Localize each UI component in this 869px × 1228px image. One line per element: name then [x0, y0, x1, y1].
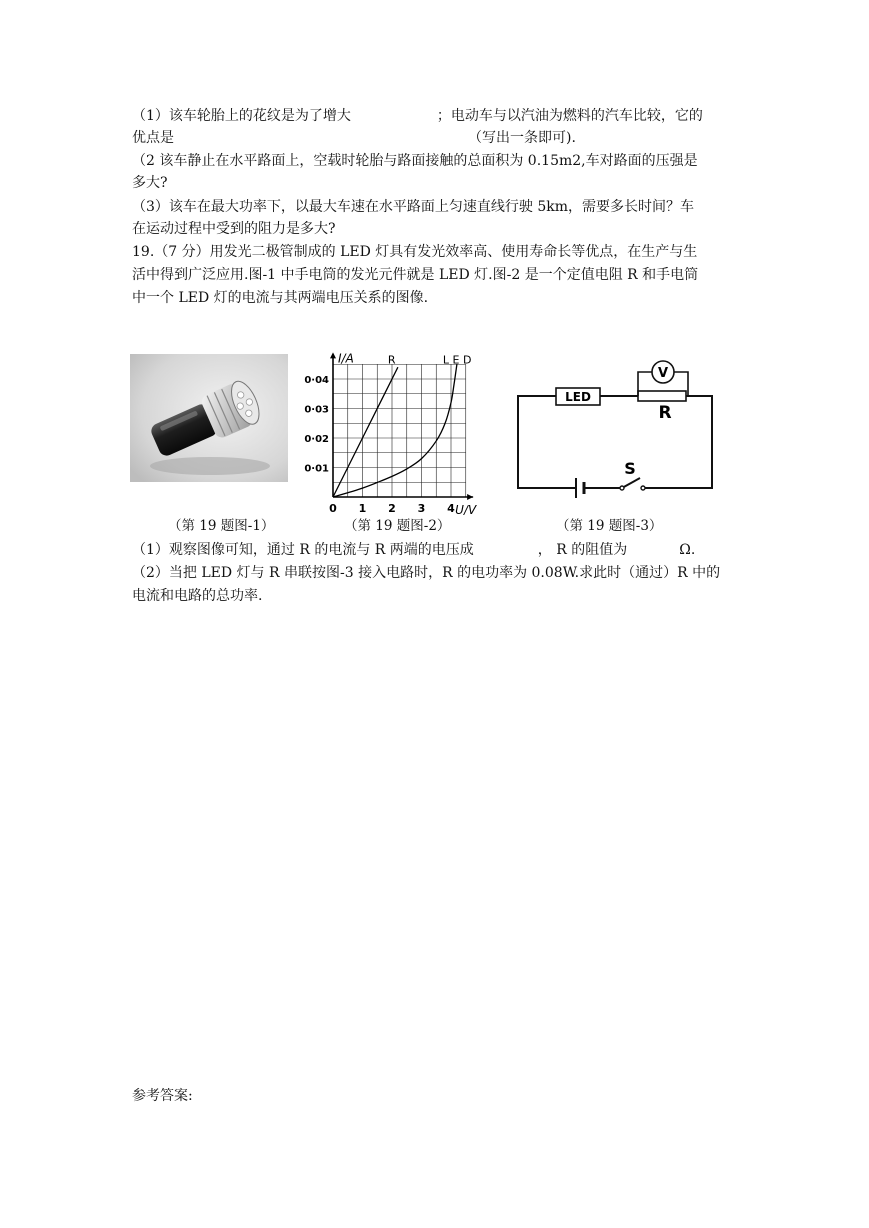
- q19-sub2-line1: （2）当把 LED 灯与 R 串联按图-3 接入电路时，R 的电功率为 0.08W.求此时（通过）R 中的: [132, 565, 721, 581]
- iu-chart: [300, 335, 505, 515]
- caption-fig1: （第 19 题图-1）: [168, 518, 275, 534]
- y-tick-label: 0·03: [304, 404, 329, 416]
- series-label-led: L E D: [442, 353, 472, 367]
- flashlight-photo: [130, 354, 288, 482]
- switch-lever: [622, 478, 640, 488]
- y-tick-label: 0·02: [304, 434, 329, 445]
- x-tick-label: 4: [447, 502, 455, 515]
- q1-text-a: （1）该车轮胎上的花纹是为了增大: [132, 108, 351, 124]
- q1-text-d: （写出一条即可).: [468, 130, 576, 146]
- x-tick-label: 3: [417, 502, 426, 515]
- x-tick-label: 2: [388, 502, 396, 515]
- circuit-wire-right: [643, 396, 712, 488]
- led-label: LED: [565, 390, 591, 404]
- q19-line2: 活中得到广泛应用.图-1 中手电筒的发光元件就是 LED 灯.图-2 是一个定值电阻 R 和手电筒: [132, 267, 699, 283]
- y-axis-arrow: [330, 352, 336, 358]
- q3-line1: （3）该车在最大功率下，以最大车速在水平路面上匀速直线行驶 5km，需要多长时间？车: [132, 199, 695, 215]
- q19-line3: 中一个 LED 灯的电流与其两端电压关系的图像.: [132, 290, 429, 306]
- q1-line2: [132, 127, 576, 149]
- circuit-wire-left: [518, 396, 576, 488]
- x-tick-label: 0: [329, 502, 337, 515]
- y-axis-label: I/A: [338, 351, 354, 366]
- voltmeter-wire-left: [638, 372, 652, 396]
- switch-label: S: [624, 459, 636, 478]
- q2-line1: （2 该车静止在水平路面上，空载时轮胎与路面接触的总面积为 0.15m2,车对路面的压强是: [132, 153, 698, 169]
- q1-text-b: ；电动车与以汽油为燃料的汽车比较，它的: [436, 108, 703, 124]
- series-label-r: R: [387, 353, 396, 367]
- q19-sub1-text-b: ， R 的阻值为: [537, 542, 628, 558]
- resistor-box: [638, 391, 686, 401]
- caption-fig3: （第 19 题图-3）: [556, 518, 663, 534]
- answers-heading: 参考答案:: [132, 1088, 193, 1104]
- resistor-label: R: [658, 403, 672, 423]
- q19-sub2-line2: 电流和电路的总功率.: [132, 588, 263, 604]
- q19-sub1-text-a: （1）观察图像可知，通过 R 的电流与 R 两端的电压成: [132, 542, 474, 558]
- y-tick-label: 0·04: [304, 375, 329, 386]
- q3-line2: 在运动过程中受到的阻力是多大?: [132, 221, 336, 237]
- switch-pivot: [620, 486, 624, 490]
- caption-fig2: （第 19 题图-2）: [344, 518, 451, 534]
- series-line-led: [333, 364, 457, 497]
- q19-sub1: [132, 539, 695, 561]
- voltmeter-label: V: [657, 366, 669, 381]
- q19-line1: 19.（7 分）用发光二极管制成的 LED 灯具有发光效率高、使用寿命长等优点，在生产与生: [132, 244, 698, 260]
- q19-sub1-text-c: Ω.: [679, 542, 696, 558]
- x-tick-label: 1: [358, 502, 367, 515]
- q2-line2: 多大?: [132, 175, 168, 191]
- iu-chart-svg: [300, 335, 505, 515]
- q1-line1: [132, 105, 703, 127]
- x-axis-label: U/V: [455, 503, 477, 515]
- y-tick-label: 0·01: [304, 463, 329, 475]
- switch-contact: [641, 486, 645, 490]
- q1-text-c: 优点是: [132, 130, 174, 146]
- x-axis-arrow: [467, 494, 473, 500]
- circuit-diagram: [510, 352, 720, 502]
